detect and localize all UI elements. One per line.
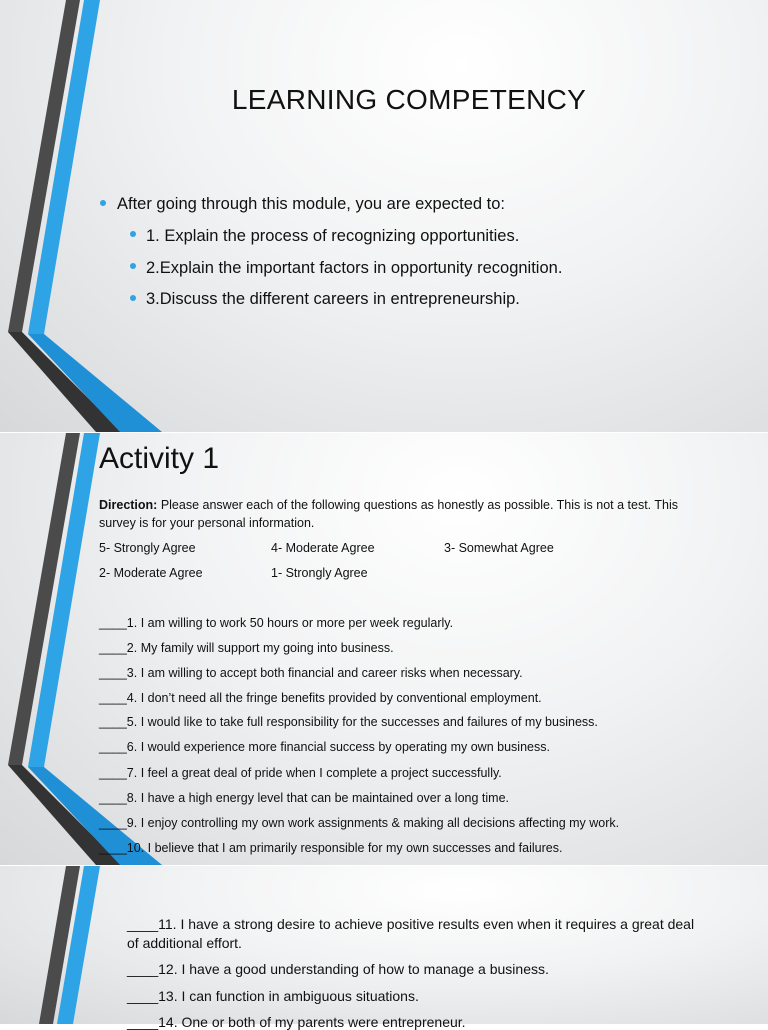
direction-line-1 [99, 498, 678, 512]
question-item: ____11. I have a strong desire to achieve positive results even when it requires a great deal [127, 916, 695, 932]
activity-title: Activity 1 [99, 442, 220, 475]
list-item: 2.Explain the important factors in opportunity recognition. [146, 259, 563, 277]
scale-item: 2- Moderate Agree [99, 566, 203, 580]
scale-item: 1- Strongly Agree [271, 566, 368, 580]
bullet-icon [130, 263, 136, 269]
question-item: ____7. I feel a great deal of pride when I complete a project successfully. [99, 766, 502, 780]
bullet-icon [130, 295, 136, 301]
question-item: ____5. I would like to take full responsibility for the successes and failures of my business. [99, 715, 598, 729]
question-item: ____2. My family will support my going into business. [99, 641, 394, 655]
direction-label: Direction: [99, 498, 158, 512]
question-item: ____12. I have a good understanding of how to manage a business. [127, 961, 549, 977]
scale-item: 5- Strongly Agree [99, 541, 196, 555]
scale-item: 3- Somewhat Agree [444, 541, 554, 555]
question-item: ____14. One or both of my parents were entrepreneur. [127, 1014, 466, 1030]
slide-title: LEARNING COMPETENCY [231, 84, 587, 115]
question-item: ____4. I don’t need all the fringe benefits provided by conventional employment. [99, 691, 542, 705]
question-item: ____10. I believe that I am primarily responsible for my own successes and failures. [99, 841, 563, 855]
list-item: 3.Discuss the different careers in entrepreneurship. [146, 290, 520, 308]
scale-item: 4- Moderate Agree [271, 541, 375, 555]
bullet-icon [100, 200, 106, 206]
question-item: ____8. I have a high energy level that can be maintained over a long time. [99, 791, 509, 805]
question-item-continued: of additional effort. [127, 935, 242, 951]
direction-text: Please answer each of the following questions as honestly as possible. This is not a test. This [157, 498, 679, 512]
bullet-icon [130, 231, 136, 237]
question-item: ____13. I can function in ambiguous situations. [127, 988, 419, 1004]
list-item: 1. Explain the process of recognizing opportunities. [146, 227, 520, 245]
slide-decoration [0, 0, 180, 432]
intro-text: After going through this module, you are expected to: [117, 195, 505, 213]
question-item: ____9. I enjoy controlling my own work assignments & making all decisions affecting my work. [99, 816, 620, 830]
slide-1 [0, 0, 768, 432]
question-item: ____6. I would experience more financial success by operating my own business. [99, 740, 550, 754]
direction-line-2: survey is for your personal information. [99, 516, 315, 530]
question-item: ____1. I am willing to work 50 hours or more per week regularly. [99, 616, 454, 630]
question-item: ____3. I am willing to accept both financial and career risks when necessary. [99, 666, 523, 680]
